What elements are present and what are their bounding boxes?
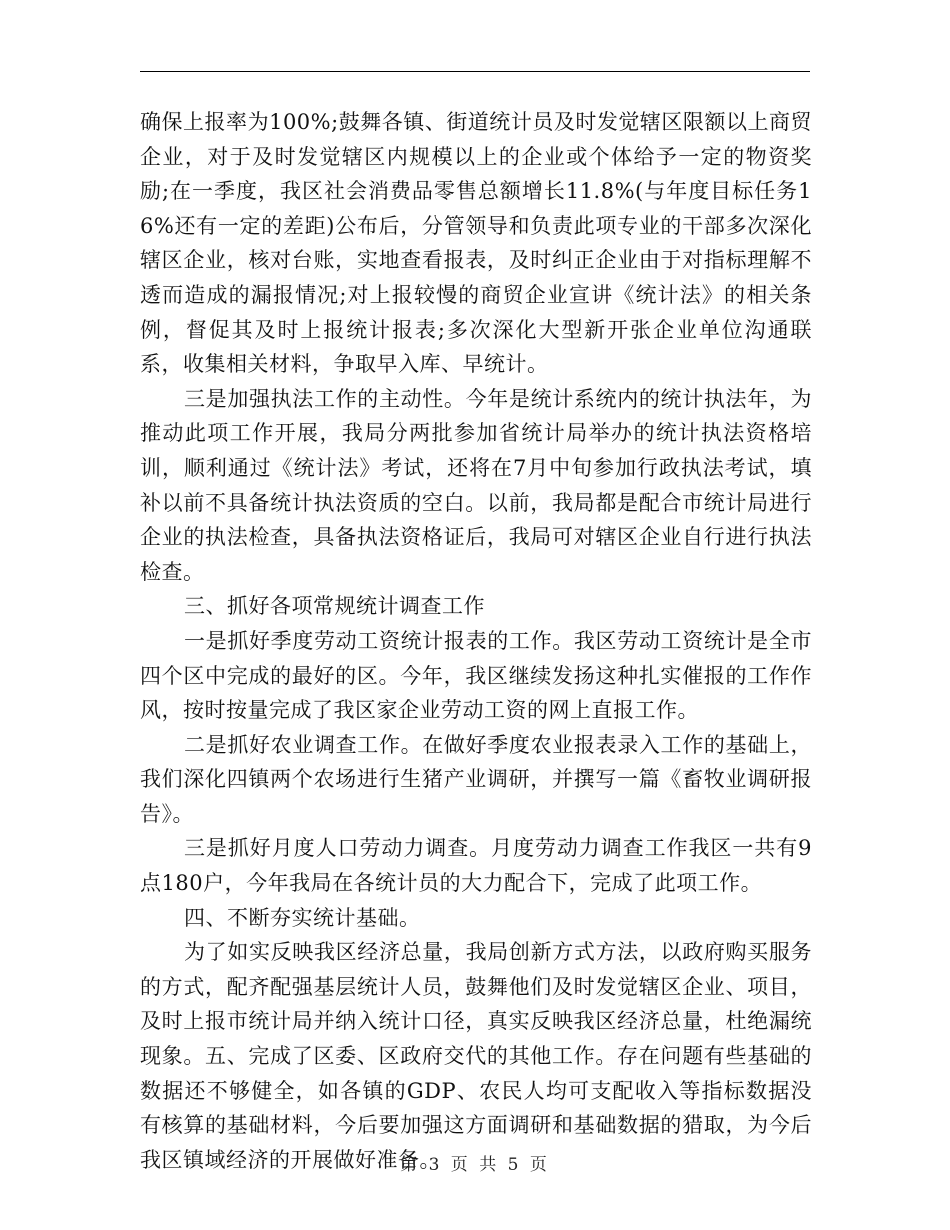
paragraph-population: 三是抓好月度人口劳动力调查。月度劳动力调查工作我区一共有9点180户，今年我局在各统计员的大力配合下，完成了此项工作。 — [140, 836, 812, 896]
page-number: 第 3 页 共 5 页 — [400, 1155, 550, 1175]
header-rule — [140, 71, 810, 72]
paragraph-labor-wage: 一是抓好季度劳动工资统计报表的工作。我区劳动工资统计是全市四个区中完成的最好的区。今年，我区继续发扬这种扎实催报的工作作风，按时按量完成了我区家企业劳动工资的网上直报工作。 — [140, 628, 812, 723]
paragraph-agriculture: 二是抓好农业调查工作。在做好季度农业报表录入工作的基础上，我们深化四镇两个农场进行生猪产业调研，并撰写一篇《畜牧业调研报告》。 — [140, 732, 812, 826]
paragraph-enforcement: 三是加强执法工作的主动性。今年是统计系统内的统计执法年，为推动此项工作开展，我局分两批参加省统计局举办的统计执法资格培训，顺利通过《统计法》考试，还将在7月中旬参加行政执法考试，填补以前不具备统计执法资质的空白。以前，我局都是配合市统计局进行企业的执法检查，具备执法资格证后，我局可对辖区企业自行进行执法检查。 — [140, 386, 812, 584]
paragraph-continued: 确保上报率为100%;鼓舞各镇、街道统计员及时发觉辖区限额以上商贸企业，对于及时发觉辖区内规模以上的企业或个体给予一定的物资奖励;在一季度，我区社会消费品零售总额增长11.8%(与年度目标任务16%还有一定的差距)公布后，分管领导和负责此项专业的干部多次深化辖区企业，核对台账，实地查看报表，及时纠正企业由于对指标理解不透而造成的漏报情况;对上报较慢的商贸企业宣讲《统计法》的相关条例，督促其及时上报统计报表;多次深化大型新开张企业单位沟通联系，收集相关材料，争取早入库、早统计。 — [140, 110, 812, 377]
section-heading-routine-surveys: 三、抓好各项常规统计调查工作 — [184, 594, 485, 619]
section-heading-foundation: 四、不断夯实统计基础。 — [184, 905, 421, 930]
paragraph-economic-total: 为了如实反映我区经济总量，我局创新方式方法，以政府购买服务的方式，配齐配强基层统计人员，鼓舞他们及时发觉辖区企业、项目，及时上报市统计局并纳入统计口径，真实反映我区经济总量，杜绝漏统现象。五、完成了区委、区政府交代的其他工作。存在问题有些基础的数据还不够健全，如各镇的GDP、农民人均可支配收入等指标数据没有核算的基础材料，今后要加强这方面调研和基础数据的猎取，为今后我区镇域经济的开展做好准备。 — [140, 940, 812, 1172]
document-body — [140, 105, 812, 1177]
